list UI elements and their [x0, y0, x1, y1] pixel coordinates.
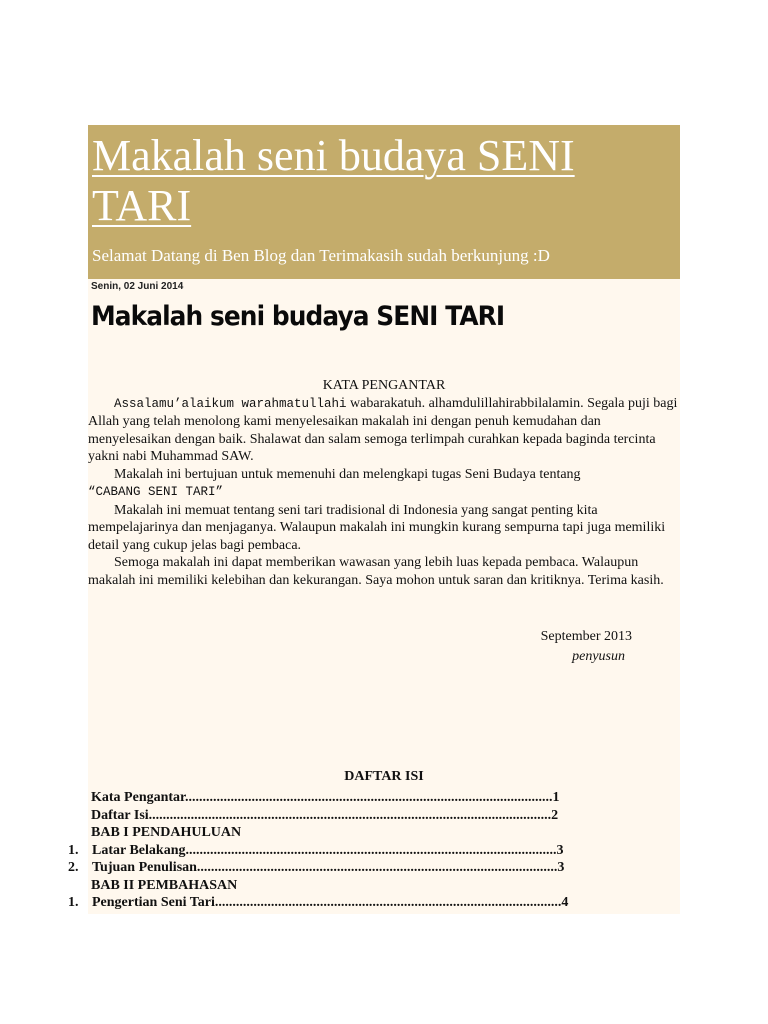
toc-entry[interactable]: Tujuan Penulisan.......................................................................................................3	[92, 860, 565, 875]
toc-entry[interactable]: Pengertian Seni Tari...................................................................................................4	[92, 895, 569, 910]
toc-entry[interactable]: BAB I PENDAHULUAN	[91, 825, 242, 840]
toc-row	[68, 789, 688, 807]
paragraph-1-text: wabarakatuh. alhamdulillahirabbilalamin. Segala puji bagi Allah yang telah menolong kami menyelesaikan makalah ini dengan penuh kemudahan dan menyelesaikan dengan baik. Shalawat dan salam semoga terlimpah curahkan kepada baginda tercinta yakni nabi Muhammad SAW.	[88, 395, 678, 464]
blog-description: Selamat Datang di Ben Blog dan Terimakasih sudah berkunjung :D	[92, 246, 550, 265]
paragraph-3: Makalah ini memuat tentang seni tari tradisional di Indonesia yang sangat penting kita mempelajarinya dan menjaganya. Walaupun makalah ini mungkin kurang sempurna tapi juga memiliki detail yang cukup jelas bagi pembaca.	[88, 502, 666, 553]
toc-entry[interactable]: Daftar Isi...................................................................................................................2	[91, 807, 559, 823]
kata-pengantar-section	[88, 377, 680, 589]
toc-row	[68, 859, 688, 877]
paragraph-4: Semoga makalah ini dapat memberikan wawasan yang lebih luas kepada pembaca. Walaupun makalah ini memiliki kelebihan dan kekurangan. Saya mohon untuk saran dan kritiknya. Terima kasih.	[88, 555, 664, 588]
toc-row	[68, 807, 688, 825]
toc-row	[68, 894, 688, 912]
toc-number: 1.	[68, 842, 79, 858]
blog-header	[88, 125, 680, 279]
cabang-seni-tari-quote: “CABANG SENI TARI”	[88, 485, 224, 499]
sign-date: September 2013	[540, 629, 632, 644]
paragraph-2-quote	[88, 483, 680, 502]
toc-row	[68, 824, 688, 842]
post-title[interactable]: Makalah seni budaya SENI TARI	[91, 301, 505, 332]
daftar-isi-heading: DAFTAR ISI	[344, 769, 424, 784]
toc-row	[68, 842, 688, 860]
post-date: Senin, 02 Juni 2014	[91, 281, 184, 292]
toc-entry[interactable]: Kata Pengantar.........................................................................................................1	[91, 790, 560, 805]
paragraph-1	[88, 395, 680, 466]
sign-author: penyusun	[572, 649, 625, 664]
toc-number: 2.	[68, 860, 79, 875]
kata-pengantar-heading: KATA PENGANTAR	[322, 378, 446, 393]
blog-title[interactable]: Makalah seni budaya SENI TARI	[92, 131, 575, 230]
salam-text: Assalamu’alaikum warahmatullahi	[114, 396, 347, 411]
post-container	[68, 279, 680, 914]
table-of-contents	[68, 789, 688, 912]
toc-entry[interactable]: Latar Belakang..........................................................................................................3	[92, 842, 564, 858]
toc-entry[interactable]: BAB II PEMBAHASAN	[91, 877, 238, 893]
toc-number: 1.	[68, 895, 79, 910]
toc-row	[68, 877, 688, 895]
paragraph-2: Makalah ini bertujuan untuk memenuhi dan melengkapi tugas Seni Budaya tentang	[114, 466, 581, 482]
